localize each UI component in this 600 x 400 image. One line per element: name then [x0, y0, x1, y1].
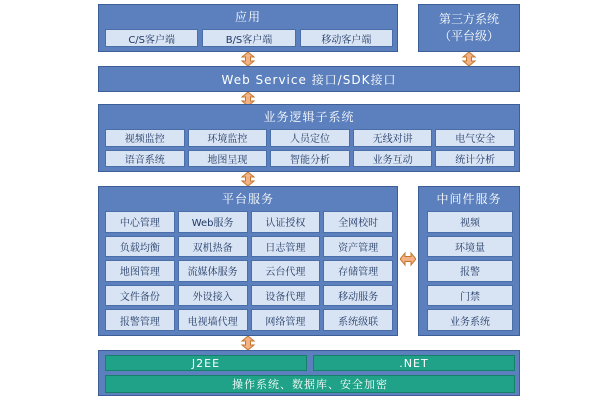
base-item-foundation[interactable]: 操作系统、数据库、安全加密: [105, 375, 515, 393]
application-layer-title: 应用: [234, 10, 261, 24]
business-item-statistics[interactable]: 统计分析: [435, 150, 515, 168]
platform-item-storage-mgmt[interactable]: 存储管理: [323, 260, 393, 282]
middleware-item-business-system[interactable]: 业务系统: [427, 309, 513, 331]
third-party-system-panel[interactable]: [418, 4, 520, 52]
arrow-platform-to-base: [240, 336, 256, 350]
platform-item-center-mgmt[interactable]: 中心管理: [105, 211, 175, 233]
middleware-service-layer-panel: [418, 186, 520, 336]
middleware-item-access-control[interactable]: 门禁: [427, 285, 513, 307]
business-item-intercom[interactable]: 无线对讲: [353, 129, 433, 147]
business-item-analysis[interactable]: 智能分析: [270, 150, 350, 168]
platform-item-file-backup[interactable]: 文件备份: [105, 285, 175, 307]
webservice-label: Web Service 接口/SDK接口: [221, 72, 397, 87]
business-item-environment[interactable]: 环境监控: [188, 129, 268, 147]
platform-item-auth[interactable]: 认证授权: [251, 211, 321, 233]
app-item-mobile[interactable]: 移动客户端: [300, 29, 393, 47]
webservice-interface-bar: [98, 66, 520, 92]
business-item-interaction[interactable]: 业务互动: [353, 150, 433, 168]
business-item-electrical[interactable]: 电气安全: [435, 129, 515, 147]
platform-item-network-mgmt[interactable]: 网络管理: [251, 309, 321, 331]
platform-item-mobile-service[interactable]: 移动服务: [323, 285, 393, 307]
business-item-personnel[interactable]: 人员定位: [270, 129, 350, 147]
business-layer-title: 业务逻辑子系统: [263, 110, 355, 124]
platform-item-map-mgmt[interactable]: 地图管理: [105, 260, 175, 282]
app-item-bs[interactable]: B/S客户端: [202, 29, 295, 47]
platform-service-layer-panel: [98, 186, 398, 336]
business-item-map[interactable]: 地图呈现: [188, 150, 268, 168]
arrow-platform-to-middleware: [400, 251, 416, 267]
platform-item-log-mgmt[interactable]: 日志管理: [251, 236, 321, 258]
platform-layer-items: [105, 211, 393, 331]
third-party-title: 第三方系统: [438, 12, 499, 26]
arrow-thirdparty-to-webservice: [461, 52, 477, 66]
platform-item-streaming[interactable]: 流媒体服务: [178, 260, 248, 282]
platform-item-device-proxy[interactable]: 设备代理: [251, 285, 321, 307]
business-item-video[interactable]: 视频监控: [105, 129, 185, 147]
middleware-item-environment[interactable]: 环境量: [427, 236, 513, 258]
middleware-item-video[interactable]: 视频: [427, 211, 513, 233]
business-logic-layer-panel: [98, 104, 520, 172]
app-item-cs[interactable]: C/S客户端: [105, 29, 198, 47]
arrow-business-to-platform: [240, 172, 256, 186]
platform-item-time-sync[interactable]: 全网校时: [323, 211, 393, 233]
platform-item-alarm-mgmt[interactable]: 报警管理: [105, 309, 175, 331]
business-item-voice[interactable]: 语音系统: [105, 150, 185, 168]
arrow-app-to-webservice: [240, 52, 256, 66]
base-item-dotnet[interactable]: .NET: [313, 355, 515, 371]
middleware-layer-items: [427, 211, 513, 331]
platform-item-peripheral[interactable]: 外设接入: [178, 285, 248, 307]
application-layer-panel: [98, 4, 398, 52]
platform-item-ptz-proxy[interactable]: 云台代理: [251, 260, 321, 282]
platform-item-load-balance[interactable]: 负载均衡: [105, 236, 175, 258]
platform-item-asset-mgmt[interactable]: 资产管理: [323, 236, 393, 258]
application-layer-items: [105, 29, 393, 47]
base-platform-items: [105, 355, 515, 371]
platform-layer-title: 平台服务: [221, 192, 274, 206]
base-item-j2ee[interactable]: J2EE: [105, 355, 307, 371]
middleware-layer-title: 中间件服务: [436, 192, 502, 206]
middleware-item-alarm[interactable]: 报警: [427, 260, 513, 282]
platform-item-web-service[interactable]: Web服务: [178, 211, 248, 233]
third-party-subtitle: （平台级）: [438, 29, 499, 43]
base-layer-panel: [98, 350, 520, 396]
business-layer-items: [105, 129, 515, 167]
platform-item-system-cascade[interactable]: 系统级联: [323, 309, 393, 331]
platform-item-tvwall-proxy[interactable]: 电视墙代理: [178, 309, 248, 331]
platform-item-hot-standby[interactable]: 双机热备: [178, 236, 248, 258]
